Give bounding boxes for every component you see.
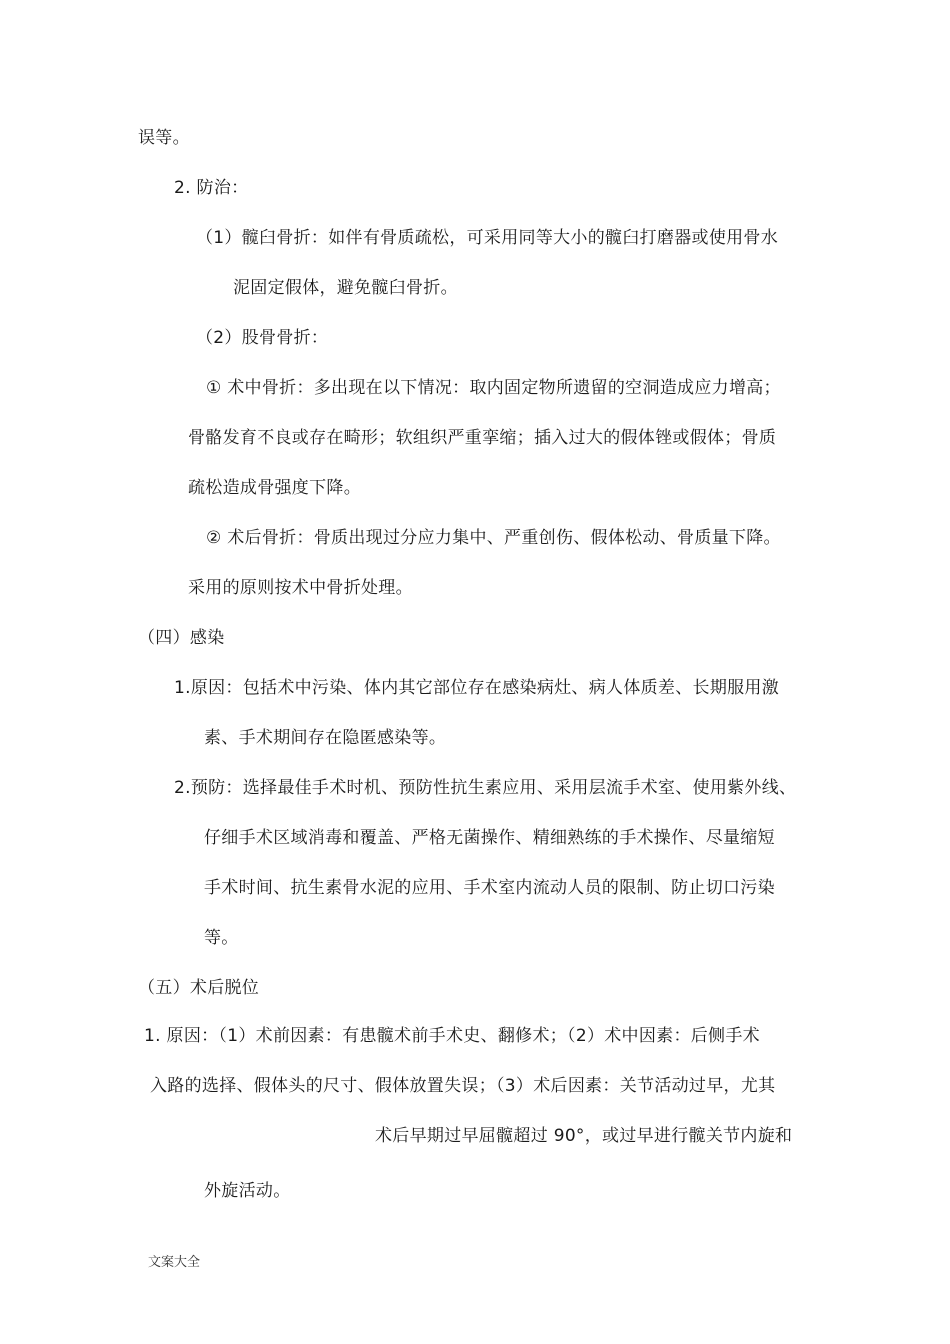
text-line: 2. 防治： bbox=[174, 178, 249, 198]
text-line: 2.预防：选择最佳手术时机、预防性抗生素应用、采用层流手术室、使用紫外线、 bbox=[174, 778, 797, 798]
text-line: 手术时间、抗生素骨水泥的应用、手术室内流动人员的限制、防止切口污染 bbox=[204, 878, 775, 898]
section-heading: （五）术后脱位 bbox=[138, 978, 260, 998]
text-line: ② 术后骨折：骨质出现过分应力集中、严重创伤、假体松动、骨质量下降。 bbox=[206, 528, 781, 548]
text-line: 骨骼发育不良或存在畸形；软组织严重挛缩；插入过大的假体锉或假体；骨质 bbox=[188, 428, 777, 448]
text-line: 误等。 bbox=[138, 128, 190, 148]
text-line: （1）髋臼骨折：如伴有骨质疏松，可采用同等大小的髋臼打磨器或使用骨水 bbox=[196, 228, 779, 248]
text-line: 等。 bbox=[204, 928, 239, 948]
text-line: 素、手术期间存在隐匿感染等。 bbox=[204, 728, 447, 748]
footer-text: 文案大全 bbox=[148, 1255, 201, 1270]
text-line: 采用的原则按术中骨折处理。 bbox=[188, 578, 413, 598]
text-line: 术后早期过早屈髋超过 90°，或过早进行髋关节内旋和 bbox=[375, 1126, 793, 1146]
text-line: 泥固定假体，避免髋臼骨折。 bbox=[233, 278, 458, 298]
text-line: 仔细手术区域消毒和覆盖、严格无菌操作、精细熟练的手术操作、尽量缩短 bbox=[204, 828, 775, 848]
section-heading: （四）感染 bbox=[138, 628, 225, 648]
text-line: ① 术中骨折：多出现在以下情况：取内固定物所遗留的空洞造成应力增高； bbox=[206, 378, 781, 398]
text-line: 1.原因：包括术中污染、体内其它部位存在感染病灶、病人体质差、长期服用激 bbox=[174, 678, 780, 698]
text-line: 疏松造成骨强度下降。 bbox=[188, 478, 361, 498]
text-line: 外旋活动。 bbox=[204, 1181, 291, 1201]
text-line: 入路的选择、假体头的尺寸、假体放置失误；（3）术后因素：关节活动过早，尤其 bbox=[150, 1076, 776, 1096]
text-line: 1. 原因：（1）术前因素：有患髋术前手术史、翻修术；（2）术中因素：后侧手术 bbox=[144, 1026, 760, 1046]
text-line: （2）股骨骨折： bbox=[196, 328, 329, 348]
